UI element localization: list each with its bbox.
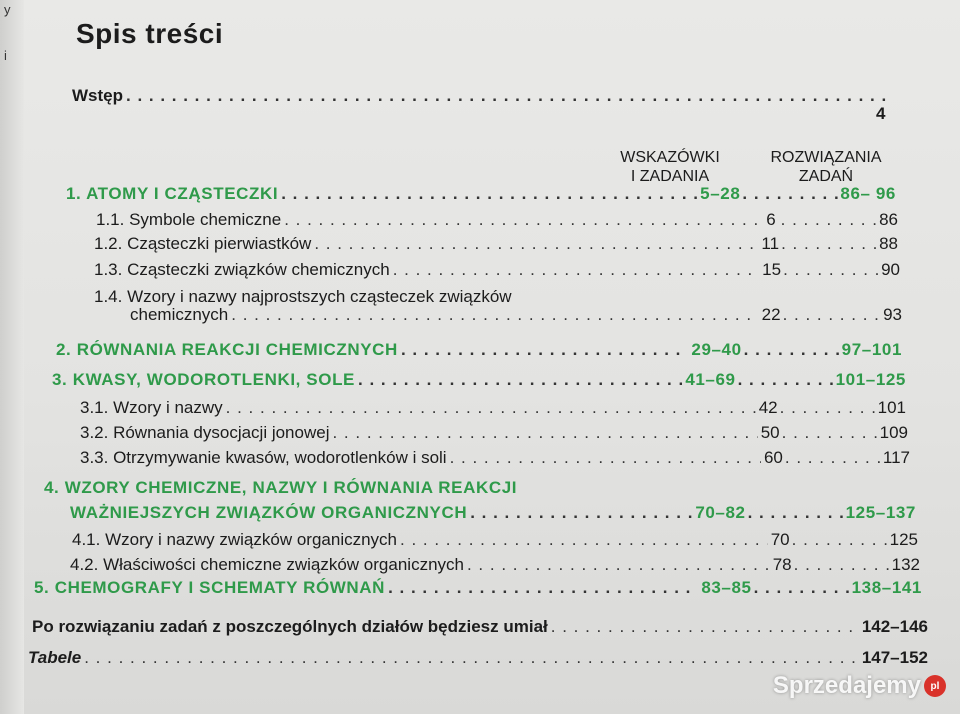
toc-subsection: 3.2. Równania dysocjacji jonowej . . . 50 . . . 109 <box>80 423 908 443</box>
page-title: Spis treści <box>76 18 224 49</box>
toc-subsection: chemicznych . . . 22 . . . 93 <box>130 305 902 325</box>
edge-mark: i <box>4 48 7 63</box>
toc-subsection: 1.1. Symbole chemiczne . . . 6 . . . 86 <box>96 210 898 230</box>
toc-entry-intro <box>72 86 890 106</box>
column-header-hints: WSKAZÓWKI I ZADANIA <box>620 149 720 185</box>
toc-entry-summary: Po rozwiązaniu zadań z poszczególnych działów będziesz umiał . . . 142–146 <box>32 617 928 637</box>
toc-entry-tables: Tabele . . . 147–152 <box>28 648 928 668</box>
toc-section-4: WAŻNIEJSZYCH ZWIĄZKÓW ORGANICZNYCH . . . 70–82 . . . 125–137 <box>70 503 916 523</box>
page-edge <box>0 0 24 714</box>
entry-label: Wstęp <box>72 86 123 105</box>
toc-subsection: 4.1. Wzory i nazwy związków organicznych . . . 70 . . . 125 <box>72 530 918 550</box>
entry-page: 4 <box>876 104 886 123</box>
toc-subsection: 3.1. Wzory i nazwy . . . 42 . . . 101 <box>80 398 906 418</box>
toc-subsection: 4.2. Właściwości chemiczne związków organicznych . . . 78 . . . 132 <box>70 555 920 575</box>
toc-section-5: 5. CHEMOGRAFY I SCHEMATY RÓWNAŃ . . . 83–85 . . . 138–141 <box>34 578 922 598</box>
toc-section-3: 3. KWASY, WODOROTLENKI, SOLE . . . 41–69 . . . 101–125 <box>52 370 906 390</box>
toc-subsection: 1.3. Cząsteczki związków chemicznych . . . 15 . . . 90 <box>94 260 900 280</box>
leader-dots <box>126 86 887 106</box>
toc-subsection-label-line1: 1.4. Wzory i nazwy najprostszych cząsteczek związków <box>94 287 512 306</box>
watermark <box>773 672 946 700</box>
toc-subsection: 3.3. Otrzymywanie kwasów, wodorotlenków i soli . . . 60 . . . 117 <box>80 448 910 468</box>
toc-section-2: 2. RÓWNANIA REAKCJI CHEMICZNYCH . . . 29–40 . . . 97–101 <box>56 340 902 360</box>
edge-mark: y <box>4 2 11 17</box>
toc-subsection: 1.2. Cząsteczki pierwiastków . . . 11 . . . 88 <box>94 234 898 254</box>
toc-section-1: 1. ATOMY I CZĄSTECZKI . . . 5–28 . . . 86– 96 <box>66 184 896 204</box>
column-header-solutions: ROZWIĄZANIA ZADAŃ <box>770 149 882 185</box>
watermark-text: Sprzedajemy <box>772 672 921 699</box>
toc-section-4-label-line1: 4. WZORY CHEMICZNE, NAZWY I RÓWNANIA REAKCJI <box>44 478 518 497</box>
watermark-badge-icon: pl <box>924 675 946 697</box>
